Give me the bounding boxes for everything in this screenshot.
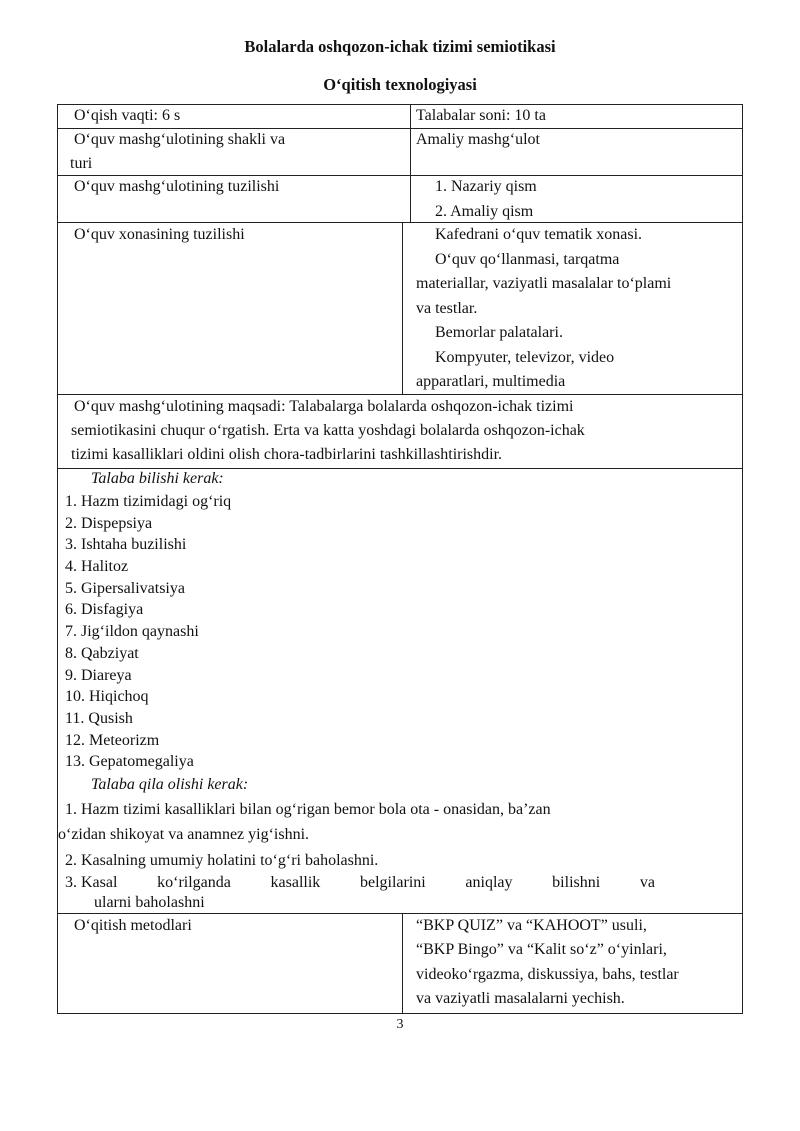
- methods-value-cell: [402, 914, 742, 1013]
- list-item: 5. Gipersalivatsiya: [65, 580, 185, 597]
- study-time-cell: [58, 105, 410, 128]
- list-item: 2. Dispepsiya: [65, 515, 153, 532]
- skill-line: ularni baholashni: [94, 894, 205, 911]
- classroom-line: materiallar, vaziyatli masalalar to‘plami: [416, 275, 672, 292]
- structure-label: O‘quv mashg‘ulotining tuzilishi: [74, 178, 280, 195]
- list-item: 13. Gepatomegaliya: [65, 753, 194, 770]
- form-type-value-cell: [410, 129, 742, 175]
- list-item: 3. Ishtaha buzilishi: [65, 536, 187, 553]
- table-row-methods: [57, 913, 743, 1014]
- skill-word: bilishni: [552, 874, 601, 891]
- know-heading: Talaba bilishi kerak:: [91, 470, 224, 487]
- list-item: 1. Hazm tizimidagi og‘riq: [65, 493, 232, 510]
- structure-item: 1. Nazariy qism: [435, 178, 537, 195]
- skill-line-justified: [65, 874, 655, 892]
- student-count-text: Talabalar soni: 10 ta: [416, 107, 546, 124]
- structure-label-cell: [58, 176, 410, 222]
- table-row-form-type: [57, 128, 743, 175]
- classroom-line: apparatlari, multimedia: [416, 373, 566, 390]
- classroom-line: va testlar.: [416, 300, 478, 317]
- structure-item: 2. Amaliy qism: [435, 203, 534, 220]
- list-item: 11. Qusish: [65, 710, 133, 727]
- table-row-study-time: [57, 104, 743, 128]
- form-type-label-cell: [58, 129, 410, 175]
- list-item: 8. Qabziyat: [65, 645, 139, 662]
- skill-word: ko‘rilganda: [157, 874, 231, 891]
- table-row-goal: [57, 394, 743, 468]
- form-type-label-line: O‘quv mashg‘ulotining shakli va: [74, 131, 286, 148]
- skill-word: va: [639, 874, 655, 891]
- classroom-line: O‘quv qo‘llanmasi, tarqatma: [435, 251, 620, 268]
- classroom-line: Kafedrani o‘quv tematik xonasi.: [435, 226, 643, 243]
- list-item: 4. Halitoz: [65, 558, 129, 575]
- list-item: 9. Diareya: [65, 667, 132, 684]
- skill-word: belgilarini: [359, 874, 426, 891]
- student-count-cell: [410, 105, 742, 128]
- table-row-structure: [57, 175, 743, 222]
- skill-word: kasallik: [270, 874, 321, 891]
- form-type-value: Amaliy mashg‘ulot: [416, 131, 540, 148]
- form-type-label-line: turi: [70, 155, 93, 172]
- skill-word: 3. Kasal: [65, 874, 118, 891]
- structure-value-cell: [410, 176, 742, 222]
- study-time-text: O‘qish vaqti: 6 s: [74, 107, 181, 124]
- document-title: Bolalarda oshqozon-ichak tizimi semiotikasi: [244, 37, 556, 56]
- methods-line: “BKP Bingo” va “Kalit so‘z” o‘yinlari,: [416, 941, 667, 958]
- classroom-line: Kompyuter, televizor, video: [435, 349, 615, 366]
- methods-line: videoko‘rgazma, diskussiya, bahs, testlar: [416, 966, 679, 983]
- goal-line: semiotikasini chuqur o‘rgatish. Erta va katta yoshdagi bolalarda oshqozon-ichak: [71, 422, 585, 439]
- page-number: 3: [396, 1017, 404, 1032]
- list-item: 7. Jig‘ildon qaynashi: [65, 623, 199, 640]
- skill-line: o‘zidan shikoyat va anamnez yig‘ishni.: [58, 826, 310, 843]
- list-item: 12. Meteorizm: [65, 732, 160, 749]
- skill-word: aniqlay: [465, 874, 513, 891]
- goal-line: tizimi kasalliklari oldini olish chora-tadbirlarini tashkillashtirishdir.: [71, 446, 503, 463]
- table-row-outcomes: [57, 468, 743, 913]
- goal-line: O‘quv mashg‘ulotining maqsadi: Talabalarga bolalarda oshqozon-ichak tizimi: [74, 398, 574, 415]
- classroom-value-cell: [402, 223, 742, 394]
- document-subtitle: O‘qitish texnologiyasi: [323, 75, 477, 94]
- list-item: 6. Disfagiya: [65, 601, 144, 618]
- list-item: 10. Hiqichoq: [65, 688, 149, 705]
- classroom-label-cell: [58, 223, 402, 394]
- classroom-line: Bemorlar palatalari.: [435, 324, 563, 341]
- methods-line: “BKP QUIZ” va “KAHOOT” usuli,: [416, 917, 647, 934]
- methods-line: va vaziyatli masalalarni yechish.: [416, 990, 625, 1007]
- skill-line: 1. Hazm tizimi kasalliklari bilan og‘rigan bemor bola ota - onasidan, ba’zan: [65, 801, 551, 818]
- table-row-classroom: [57, 222, 743, 394]
- methods-label-cell: [58, 914, 402, 1013]
- classroom-label: O‘quv xonasining tuzilishi: [74, 226, 245, 243]
- methods-label: O‘qitish metodlari: [74, 917, 192, 934]
- skill-line: 2. Kasalning umumiy holatini to‘g‘ri baholashni.: [65, 852, 379, 869]
- skills-heading: Talaba qila olishi kerak:: [91, 776, 249, 793]
